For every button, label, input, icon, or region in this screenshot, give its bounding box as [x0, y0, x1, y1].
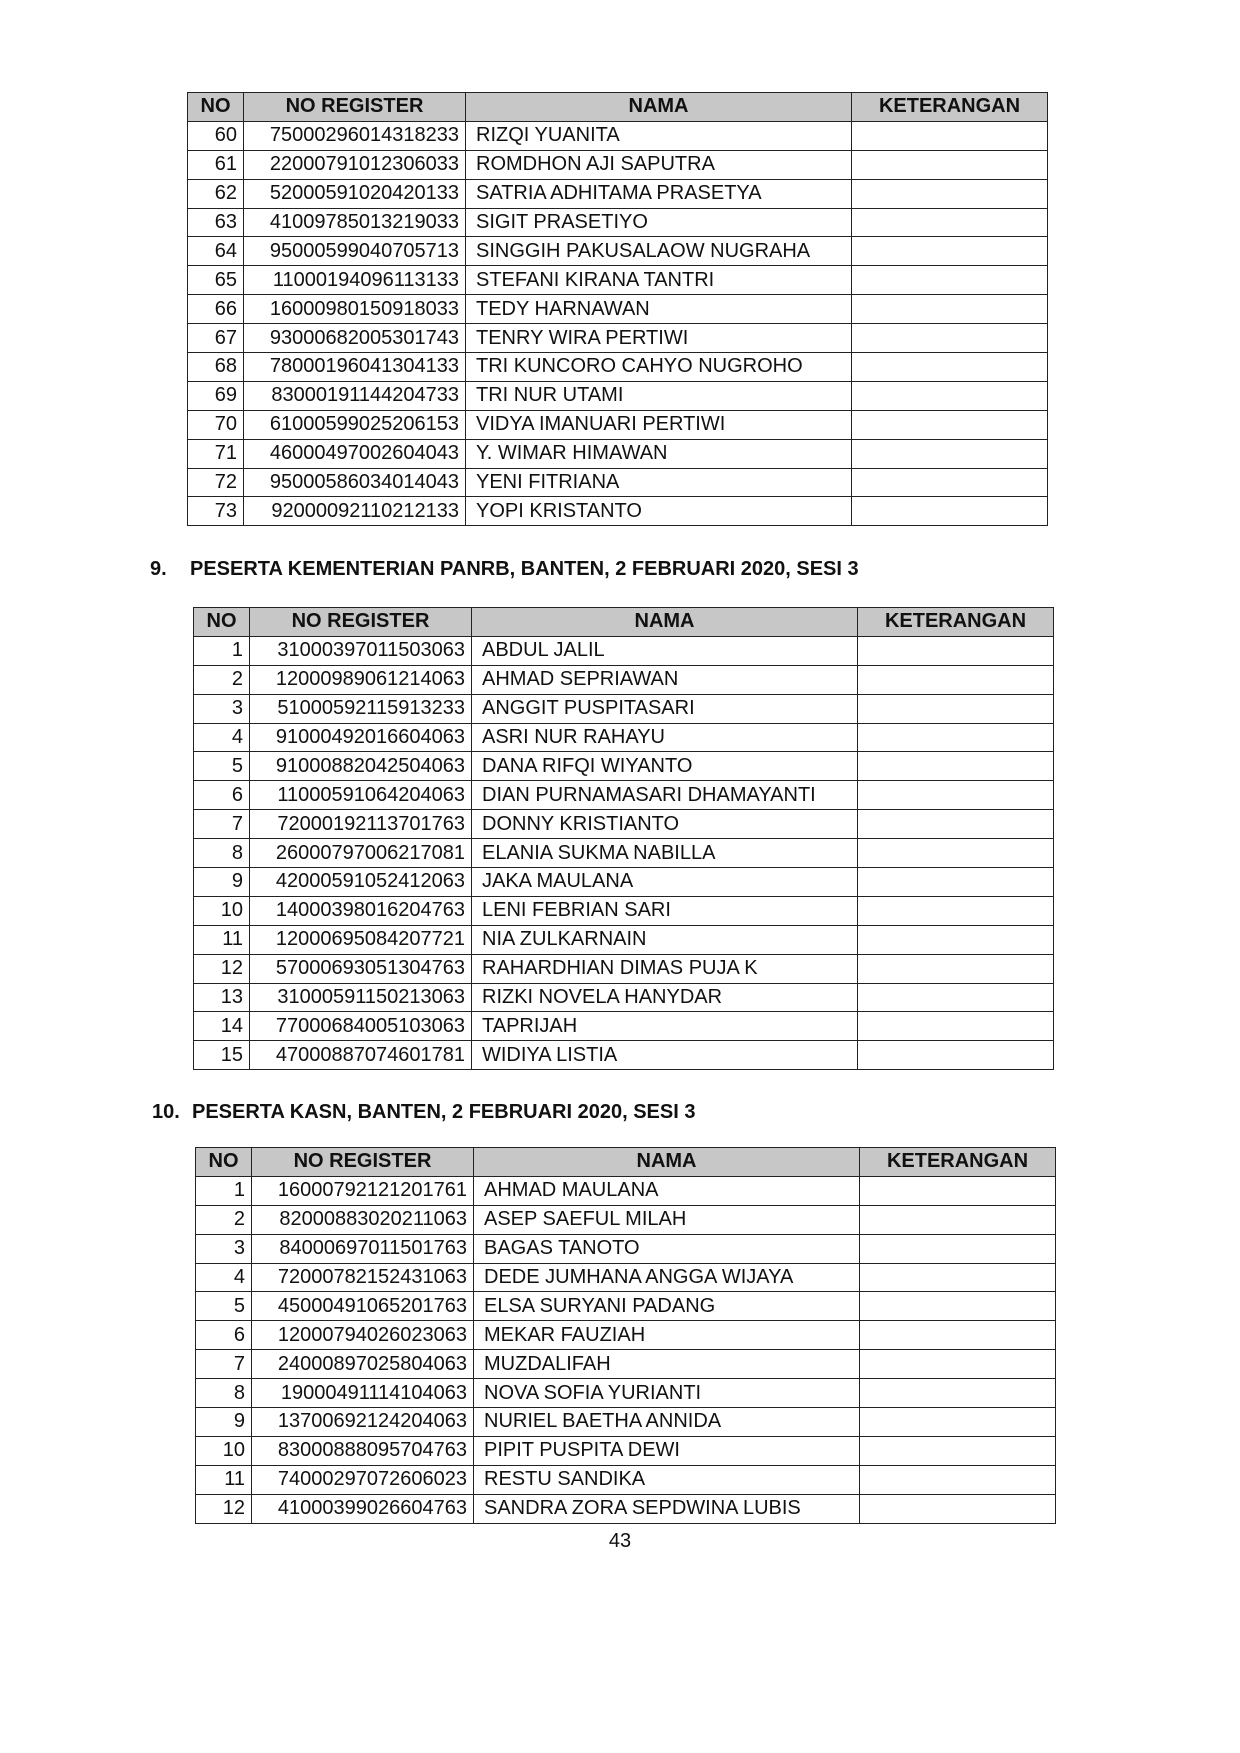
cell-keterangan [852, 237, 1048, 266]
table-row [194, 954, 1054, 983]
cell-register: 92000092110212133 [244, 497, 466, 526]
cell-register: 83000888095704763 [252, 1436, 474, 1465]
table-row [188, 150, 1048, 179]
table-row [196, 1408, 1056, 1437]
cell-no: 2 [196, 1205, 252, 1234]
cell-register: 52000591020420133 [244, 179, 466, 208]
cell-keterangan [860, 1379, 1056, 1408]
cell-register: 22000791012306033 [244, 150, 466, 179]
cell-no: 7 [196, 1350, 252, 1379]
header-no: NO [188, 93, 244, 122]
table-row [196, 1292, 1056, 1321]
cell-keterangan [852, 497, 1048, 526]
cell-no: 63 [188, 208, 244, 237]
cell-nama: RIZKI NOVELA HANYDAR [472, 983, 858, 1012]
cell-register: 41009785013219033 [244, 208, 466, 237]
header-no: NO [194, 608, 250, 637]
cell-register: 93000682005301743 [244, 324, 466, 353]
cell-keterangan [860, 1205, 1056, 1234]
cell-nama: JAKA MAULANA [472, 868, 858, 897]
header-register: NO REGISTER [252, 1148, 474, 1177]
cell-nama: RIZQI YUANITA [466, 121, 852, 150]
cell-nama: RESTU SANDIKA [474, 1465, 860, 1494]
cell-no: 13 [194, 983, 250, 1012]
participants-table-continued [187, 92, 1048, 526]
cell-no: 4 [196, 1263, 252, 1292]
table-row [194, 868, 1054, 897]
table-row [188, 353, 1048, 382]
cell-nama: ABDUL JALIL [472, 636, 858, 665]
cell-register: 16000980150918033 [244, 295, 466, 324]
cell-keterangan [858, 1041, 1054, 1070]
cell-nama: VIDYA IMANUARI PERTIWI [466, 410, 852, 439]
cell-no: 1 [194, 636, 250, 665]
cell-register: 13700692124204063 [252, 1408, 474, 1437]
cell-keterangan [858, 636, 1054, 665]
cell-register: 14000398016204763 [250, 896, 472, 925]
section-9-heading [150, 558, 859, 581]
cell-keterangan [858, 954, 1054, 983]
cell-nama: TRI NUR UTAMI [466, 381, 852, 410]
cell-nama: TEDY HARNAWAN [466, 295, 852, 324]
table-row [194, 723, 1054, 752]
cell-nama: DANA RIFQI WIYANTO [472, 752, 858, 781]
cell-register: 47000887074601781 [250, 1041, 472, 1070]
header-register: NO REGISTER [244, 93, 466, 122]
cell-keterangan [858, 752, 1054, 781]
cell-keterangan [858, 983, 1054, 1012]
cell-register: 91000882042504063 [250, 752, 472, 781]
table-row [194, 810, 1054, 839]
table-header-row [196, 1148, 1056, 1177]
table-row [188, 324, 1048, 353]
cell-register: 26000797006217081 [250, 839, 472, 868]
cell-keterangan [858, 723, 1054, 752]
table-header-row [188, 93, 1048, 122]
cell-no: 66 [188, 295, 244, 324]
cell-keterangan [860, 1436, 1056, 1465]
cell-nama: BAGAS TANOTO [474, 1234, 860, 1263]
cell-no: 7 [194, 810, 250, 839]
cell-no: 14 [194, 1012, 250, 1041]
cell-keterangan [852, 439, 1048, 468]
table-row [194, 636, 1054, 665]
table-row [194, 1041, 1054, 1070]
cell-register: 11000591064204063 [250, 781, 472, 810]
table-row [196, 1436, 1056, 1465]
table-row [194, 896, 1054, 925]
cell-keterangan [858, 839, 1054, 868]
table-row [196, 1494, 1056, 1523]
cell-no: 9 [196, 1408, 252, 1437]
cell-nama: DIAN PURNAMASARI DHAMAYANTI [472, 781, 858, 810]
table-row [188, 121, 1048, 150]
cell-keterangan [852, 295, 1048, 324]
table-row [194, 1012, 1054, 1041]
table-row [188, 295, 1048, 324]
cell-no: 67 [188, 324, 244, 353]
cell-no: 6 [194, 781, 250, 810]
header-register: NO REGISTER [250, 608, 472, 637]
cell-no: 72 [188, 468, 244, 497]
section-9-title: PESERTA KEMENTERIAN PANRB, BANTEN, 2 FEBRUARI 2020, SESI 3 [190, 558, 859, 580]
cell-register: 16000792121201761 [252, 1176, 474, 1205]
cell-keterangan [852, 324, 1048, 353]
cell-register: 12000989061214063 [250, 665, 472, 694]
cell-nama: PIPIT PUSPITA DEWI [474, 1436, 860, 1465]
cell-nama: LENI FEBRIAN SARI [472, 896, 858, 925]
cell-nama: ROMDHON AJI SAPUTRA [466, 150, 852, 179]
table-row [188, 468, 1048, 497]
table-row [196, 1465, 1056, 1494]
cell-register: 41000399026604763 [252, 1494, 474, 1523]
table-row [194, 925, 1054, 954]
cell-keterangan [860, 1321, 1056, 1350]
section-10-number: 10. [152, 1101, 180, 1123]
cell-nama: ASEP SAEFUL MILAH [474, 1205, 860, 1234]
header-keterangan: KETERANGAN [852, 93, 1048, 122]
cell-no: 64 [188, 237, 244, 266]
cell-register: 51000592115913233 [250, 694, 472, 723]
cell-no: 3 [194, 694, 250, 723]
cell-register: 82000883020211063 [252, 1205, 474, 1234]
cell-register: 31000397011503063 [250, 636, 472, 665]
cell-register: 19000491114104063 [252, 1379, 474, 1408]
cell-register: 11000194096113133 [244, 266, 466, 295]
cell-keterangan [852, 179, 1048, 208]
cell-nama: YOPI KRISTANTO [466, 497, 852, 526]
cell-register: 72000192113701763 [250, 810, 472, 839]
table-header-row [194, 608, 1054, 637]
cell-keterangan [852, 353, 1048, 382]
cell-no: 65 [188, 266, 244, 295]
cell-keterangan [858, 1012, 1054, 1041]
cell-nama: AHMAD MAULANA [474, 1176, 860, 1205]
cell-keterangan [852, 468, 1048, 497]
cell-nama: DONNY KRISTIANTO [472, 810, 858, 839]
cell-no: 12 [194, 954, 250, 983]
cell-nama: ELSA SURYANI PADANG [474, 1292, 860, 1321]
cell-keterangan [860, 1292, 1056, 1321]
cell-keterangan [860, 1494, 1056, 1523]
cell-no: 10 [196, 1436, 252, 1465]
cell-no: 1 [196, 1176, 252, 1205]
cell-register: 72000782152431063 [252, 1263, 474, 1292]
cell-keterangan [858, 781, 1054, 810]
cell-keterangan [860, 1263, 1056, 1292]
table-row [188, 381, 1048, 410]
cell-keterangan [852, 381, 1048, 410]
cell-no: 10 [194, 896, 250, 925]
cell-no: 68 [188, 353, 244, 382]
cell-register: 74000297072606023 [252, 1465, 474, 1494]
table-row [194, 839, 1054, 868]
cell-no: 6 [196, 1321, 252, 1350]
cell-register: 61000599025206153 [244, 410, 466, 439]
cell-keterangan [852, 150, 1048, 179]
header-nama: NAMA [472, 608, 858, 637]
cell-nama: SANDRA ZORA SEPDWINA LUBIS [474, 1494, 860, 1523]
cell-nama: ASRI NUR RAHAYU [472, 723, 858, 752]
cell-nama: STEFANI KIRANA TANTRI [466, 266, 852, 295]
cell-keterangan [858, 868, 1054, 897]
cell-nama: YENI FITRIANA [466, 468, 852, 497]
cell-nama: TAPRIJAH [472, 1012, 858, 1041]
cell-keterangan [858, 694, 1054, 723]
cell-register: 78000196041304133 [244, 353, 466, 382]
cell-keterangan [860, 1408, 1056, 1437]
cell-register: 95000586034014043 [244, 468, 466, 497]
cell-register: 12000794026023063 [252, 1321, 474, 1350]
participants-table-panrb [193, 607, 1054, 1070]
cell-nama: SATRIA ADHITAMA PRASETYA [466, 179, 852, 208]
table-row [196, 1263, 1056, 1292]
cell-no: 69 [188, 381, 244, 410]
table-row [188, 208, 1048, 237]
cell-register: 31000591150213063 [250, 983, 472, 1012]
table-row [188, 410, 1048, 439]
table-row [188, 266, 1048, 295]
cell-keterangan [860, 1350, 1056, 1379]
cell-keterangan [852, 266, 1048, 295]
cell-no: 61 [188, 150, 244, 179]
cell-nama: DEDE JUMHANA ANGGA WIJAYA [474, 1263, 860, 1292]
table-row [188, 439, 1048, 468]
cell-nama: AHMAD SEPRIAWAN [472, 665, 858, 694]
table-row [194, 983, 1054, 1012]
table-row [194, 781, 1054, 810]
cell-register: 91000492016604063 [250, 723, 472, 752]
cell-keterangan [858, 896, 1054, 925]
cell-no: 5 [194, 752, 250, 781]
cell-no: 73 [188, 497, 244, 526]
cell-no: 8 [194, 839, 250, 868]
table-row [194, 752, 1054, 781]
cell-nama: TENRY WIRA PERTIWI [466, 324, 852, 353]
cell-register: 42000591052412063 [250, 868, 472, 897]
table-row [196, 1379, 1056, 1408]
section-9-number: 9. [150, 558, 167, 580]
cell-nama: TRI KUNCORO CAHYO NUGROHO [466, 353, 852, 382]
cell-no: 4 [194, 723, 250, 752]
cell-no: 3 [196, 1234, 252, 1263]
cell-no: 60 [188, 121, 244, 150]
cell-nama: SIGIT PRASETIYO [466, 208, 852, 237]
cell-register: 83000191144204733 [244, 381, 466, 410]
header-keterangan: KETERANGAN [860, 1148, 1056, 1177]
cell-register: 75000296014318233 [244, 121, 466, 150]
cell-nama: NIA ZULKARNAIN [472, 925, 858, 954]
cell-register: 46000497002604043 [244, 439, 466, 468]
cell-no: 11 [196, 1465, 252, 1494]
header-no: NO [196, 1148, 252, 1177]
cell-nama: RAHARDHIAN DIMAS PUJA K [472, 954, 858, 983]
header-nama: NAMA [474, 1148, 860, 1177]
cell-nama: NOVA SOFIA YURIANTI [474, 1379, 860, 1408]
cell-nama: ANGGIT PUSPITASARI [472, 694, 858, 723]
table-row [196, 1321, 1056, 1350]
cell-keterangan [860, 1234, 1056, 1263]
cell-no: 71 [188, 439, 244, 468]
table-row [194, 665, 1054, 694]
cell-register: 45000491065201763 [252, 1292, 474, 1321]
cell-no: 5 [196, 1292, 252, 1321]
cell-keterangan [858, 810, 1054, 839]
cell-register: 57000693051304763 [250, 954, 472, 983]
table-row [196, 1176, 1056, 1205]
cell-nama: NURIEL BAETHA ANNIDA [474, 1408, 860, 1437]
cell-keterangan [858, 665, 1054, 694]
page-number: 43 [608, 1530, 632, 1552]
cell-no: 2 [194, 665, 250, 694]
cell-keterangan [858, 925, 1054, 954]
cell-no: 12 [196, 1494, 252, 1523]
cell-nama: WIDIYA LISTIA [472, 1041, 858, 1070]
header-keterangan: KETERANGAN [858, 608, 1054, 637]
cell-nama: Y. WIMAR HIMAWAN [466, 439, 852, 468]
table-row [196, 1350, 1056, 1379]
cell-nama: MEKAR FAUZIAH [474, 1321, 860, 1350]
cell-register: 24000897025804063 [252, 1350, 474, 1379]
cell-keterangan [860, 1176, 1056, 1205]
cell-register: 84000697011501763 [252, 1234, 474, 1263]
cell-keterangan [852, 121, 1048, 150]
cell-no: 15 [194, 1041, 250, 1070]
table-row [196, 1205, 1056, 1234]
cell-keterangan [852, 410, 1048, 439]
cell-no: 11 [194, 925, 250, 954]
participants-table-kasn [195, 1147, 1056, 1524]
cell-nama: SINGGIH PAKUSALAOW NUGRAHA [466, 237, 852, 266]
cell-no: 9 [194, 868, 250, 897]
table-row [194, 694, 1054, 723]
cell-nama: ELANIA SUKMA NABILLA [472, 839, 858, 868]
cell-keterangan [860, 1465, 1056, 1494]
cell-no: 70 [188, 410, 244, 439]
cell-keterangan [852, 208, 1048, 237]
section-10-title: PESERTA KASN, BANTEN, 2 FEBRUARI 2020, SESI 3 [192, 1101, 696, 1123]
cell-no: 8 [196, 1379, 252, 1408]
section-10-heading [152, 1101, 695, 1124]
cell-register: 12000695084207721 [250, 925, 472, 954]
cell-no: 62 [188, 179, 244, 208]
table-row [188, 237, 1048, 266]
cell-nama: MUZDALIFAH [474, 1350, 860, 1379]
header-nama: NAMA [466, 93, 852, 122]
table-row [188, 179, 1048, 208]
table-row [188, 497, 1048, 526]
cell-register: 95000599040705713 [244, 237, 466, 266]
table-row [196, 1234, 1056, 1263]
cell-register: 77000684005103063 [250, 1012, 472, 1041]
